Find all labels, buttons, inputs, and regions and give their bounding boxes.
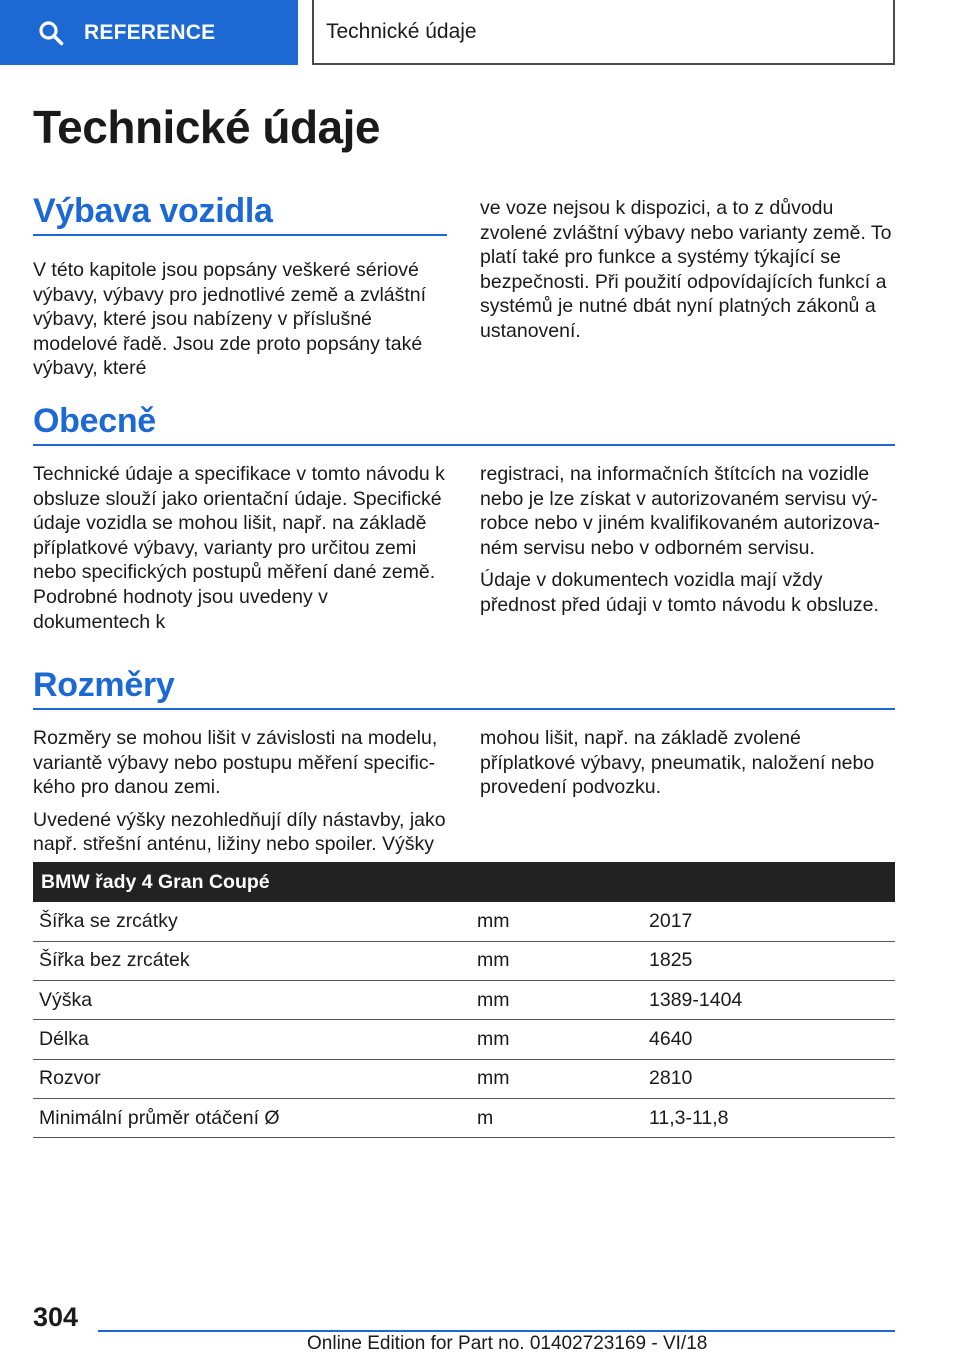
row-label: Šířka bez zrcátek xyxy=(33,941,473,980)
footer-edition-text: Online Edition for Part no. 01402723169 - VI/18 xyxy=(307,1333,708,1354)
paragraph: Technické údaje a specifikace v tomto návodu k obsluze slouží jako orientační údaje. Specifické údaje vozidla se mohou lišit, např. na základě příplatkové výbavy, varianty pro určitou zemi nebo specifických postupů měření dané země. Podrobné hodnoty jsou uvedeny v dokumentech k xyxy=(33,463,445,633)
row-unit: mm xyxy=(473,902,645,941)
row-value: 1389-1404 xyxy=(645,981,895,1020)
breadcrumb-text: Technické údaje xyxy=(326,19,477,43)
row-label: Minimální průměr otáčení Ø xyxy=(33,1098,473,1137)
row-label: Výška xyxy=(33,981,473,1020)
section-vybava-right-column xyxy=(480,196,895,344)
table-title: BMW řady 4 Gran Coupé xyxy=(33,862,895,902)
paragraph: V této kapitole jsou popsány veškeré sériové výbavy, výbavy pro jednotlivé země a zvláštní výbavy, které jsou nabízeny v příslušné modelové řadě. Jsou zde proto popsány také výbavy, které xyxy=(33,259,427,380)
row-label: Rozvor xyxy=(33,1059,473,1098)
section-heading-vybava: Výbava vozidla xyxy=(33,192,273,230)
table-row xyxy=(33,941,895,980)
row-value: 2017 xyxy=(645,902,895,941)
paragraph: registraci, na informačních štítcích na vozidle nebo je lze získat v autorizovaném servisu výrobce nebo v jiném kvalifikovaném autorizovaném servisu nebo v odborném servisu. xyxy=(480,463,880,559)
row-unit: m xyxy=(473,1098,645,1137)
row-label: Šířka se zrcátky xyxy=(33,902,473,941)
table-row xyxy=(33,902,895,941)
paragraph: ve voze nejsou k dispozici, a to z důvodu zvolené zvláštní výbavy nebo varianty země. To platí také pro funkce a systémy týkající se bezpečnosti. Při použití odpovídajících funkcí a systémů je nutné dbát nyní platných zákonů a ustanovení. xyxy=(480,197,892,342)
table-row xyxy=(33,981,895,1020)
section-obecne-left-column xyxy=(33,462,447,634)
footer-rule xyxy=(98,1330,895,1332)
page-title: Technické údaje xyxy=(33,101,381,153)
paragraph: Uvedené výšky nezohledňují díly nástavby, jako např. střešní anténu, ližiny nebo spoiler. Výšky xyxy=(33,808,446,856)
reference-label: REFERENCE xyxy=(84,20,216,44)
paragraph: mohou lišit, např. na základě zvolené příplatkové výbavy, pneumatik, naložení nebo provedení podvozku. xyxy=(480,727,875,799)
section-heading-obecne: Obecně xyxy=(33,402,156,440)
row-label: Délka xyxy=(33,1020,473,1059)
section-rule-vybava xyxy=(33,234,447,236)
row-unit: mm xyxy=(473,1059,645,1098)
dimensions-table xyxy=(33,862,895,1138)
table-row xyxy=(33,1098,895,1137)
section-obecne-right-column xyxy=(480,462,895,618)
section-vybava-left-column xyxy=(33,258,447,381)
table-row xyxy=(33,1020,895,1059)
section-heading-rozmery: Rozměry xyxy=(33,666,175,704)
row-value: 4640 xyxy=(645,1020,895,1059)
row-unit: mm xyxy=(473,981,645,1020)
section-rule-rozmery xyxy=(33,708,895,710)
row-unit: mm xyxy=(473,1020,645,1059)
section-rozmery-right-column xyxy=(480,726,895,800)
section-rozmery-left-column xyxy=(33,726,447,882)
search-icon xyxy=(38,20,64,46)
page-number: 304 xyxy=(33,1302,79,1332)
row-value: 2810 xyxy=(645,1059,895,1098)
table-header-row xyxy=(33,862,895,902)
table-row xyxy=(33,1059,895,1098)
row-unit: mm xyxy=(473,941,645,980)
row-value: 11,3-11,8 xyxy=(645,1098,895,1137)
paragraph: Údaje v dokumentech vozidla mají vždy přednost před údaji v tomto návodu k obsluze. xyxy=(480,569,879,616)
breadcrumb xyxy=(312,0,895,65)
paragraph: Rozměry se mohou lišit v závislosti na modelu, variantě výbavy nebo postupu měření specifického pro danou zemi. xyxy=(33,727,438,799)
row-value: 1825 xyxy=(645,941,895,980)
section-rule-obecne xyxy=(33,444,895,446)
reference-tab-button[interactable] xyxy=(0,0,298,65)
